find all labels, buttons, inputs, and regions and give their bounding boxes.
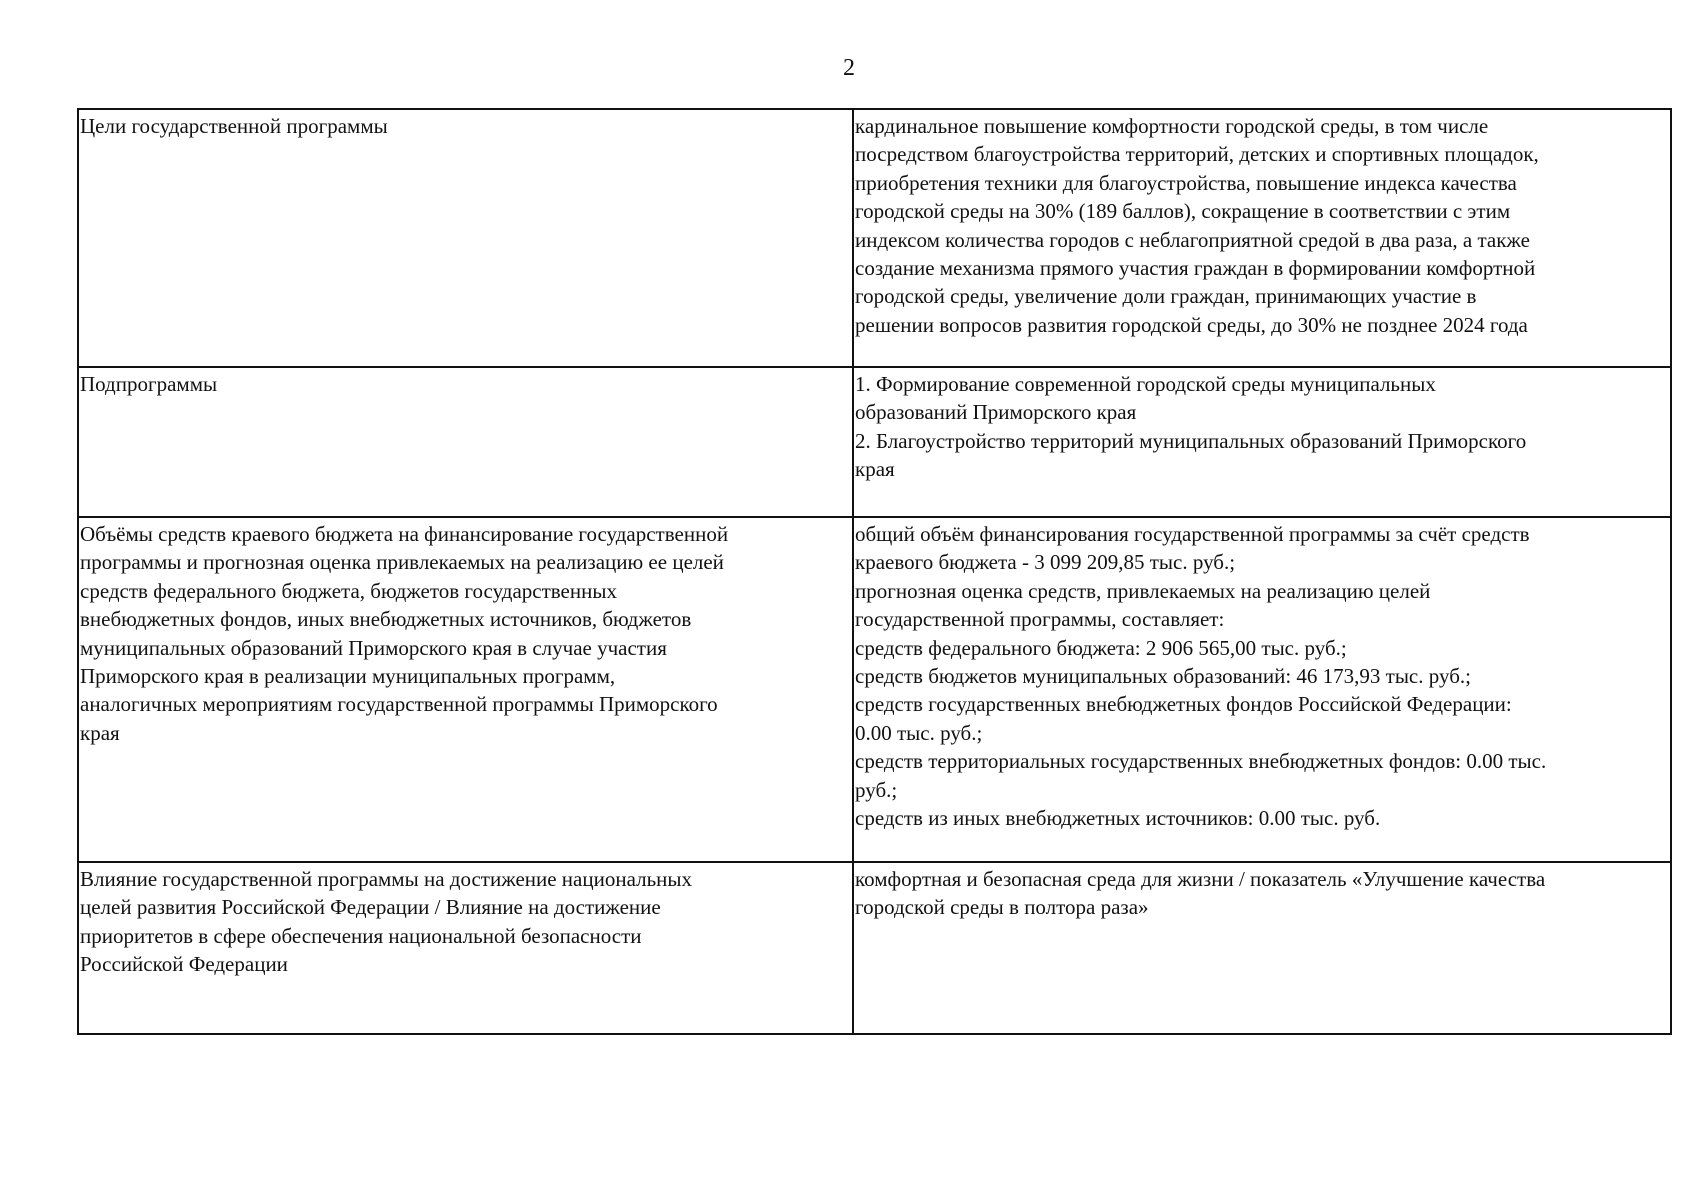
national-goals-label-line: целей развития Российской Федерации / Влияние на достижение	[80, 895, 661, 920]
subprograms-value-line: образований Приморского края	[855, 400, 1137, 425]
funding-label-line: средств федерального бюджета, бюджетов государственных	[80, 578, 617, 603]
table-row-funding	[78, 517, 1671, 862]
funding-label-line: аналогичных мероприятиям государственной программы Приморского	[80, 692, 718, 717]
funding-value-line: государственной программы, составляет:	[855, 607, 1225, 632]
national-goals-label-line: Влияние государственной программы на достижение национальных	[80, 867, 692, 891]
program-passport-table	[77, 108, 1672, 1035]
funding-value-line: руб.;	[855, 777, 898, 802]
subprograms-value-line: 1. Формирование современной городской среды муниципальных	[855, 372, 1436, 396]
funding-label-line: внебюджетных фондов, иных внебюджетных источников, бюджетов	[80, 607, 692, 632]
national-goals-label-cell	[78, 862, 853, 1034]
funding-value-line: общий объём финансирования государственной программы за счёт средств	[855, 522, 1530, 546]
funding-label-line: края	[80, 720, 120, 745]
funding-value-line: средств федерального бюджета: 2 906 565,00 тыс. руб.;	[855, 635, 1347, 660]
goals-value-line: посредством благоустройства территорий, детских и спортивных площадок,	[855, 142, 1539, 167]
goals-value-line: приобретения техники для благоустройства, повышение индекса качества	[855, 170, 1517, 195]
funding-value-line: прогнозная оценка средств, привлекаемых на реализацию целей	[855, 578, 1431, 603]
goals-value-line: индексом количества городов с неблагоприятной средой в два раза, а также	[855, 227, 1530, 252]
national-goals-value-line: комфортная и безопасная среда для жизни / показатель «Улучшение качества	[855, 867, 1546, 891]
subprograms-label-line: Подпрограммы	[80, 372, 218, 396]
funding-value-line: средств территориальных государственных внебюджетных фондов: 0.00 тыс.	[855, 749, 1547, 774]
funding-value-line: средств из иных внебюджетных источников: 0.00 тыс. руб.	[855, 806, 1381, 831]
goals-label-line: Цели государственной программы	[80, 114, 388, 138]
national-goals-label-line: Российской Федерации	[80, 952, 288, 977]
page-number: 2	[843, 55, 855, 81]
table-row-goals	[78, 109, 1671, 367]
funding-label-line: муниципальных образований Приморского края в случае участия	[80, 635, 667, 660]
national-goals-value-cell	[853, 862, 1671, 1034]
funding-label-line: Объёмы средств краевого бюджета на финансирование государственной	[80, 522, 729, 546]
subprograms-value-cell	[853, 367, 1671, 517]
goals-value-line: городской среды, увеличение доли граждан, принимающих участие в	[855, 284, 1477, 309]
funding-value-line: средств бюджетов муниципальных образований: 46 173,93 тыс. руб.;	[855, 664, 1471, 689]
funding-label-line: программы и прогнозная оценка привлекаемых на реализацию ее целей	[80, 550, 724, 575]
national-goals-value-line: городской среды в полтора раза»	[855, 895, 1149, 920]
funding-label-cell	[78, 517, 853, 862]
table-row-subprograms	[78, 367, 1671, 517]
table-row-national-goals	[78, 862, 1671, 1034]
goals-value-line: кардинальное повышение комфортности городской среды, в том числе	[855, 114, 1489, 138]
funding-value-line: краевого бюджета - 3 099 209,85 тыс. руб.;	[855, 550, 1236, 575]
goals-value-line: создание механизма прямого участия граждан в формировании комфортной	[855, 256, 1536, 281]
funding-label-line: Приморского края в реализации муниципальных программ,	[80, 664, 616, 689]
funding-value-line: 0.00 тыс. руб.;	[855, 720, 983, 745]
goals-label-cell	[78, 109, 853, 367]
goals-value-line: городской среды на 30% (189 баллов), сокращение в соответствии с этим	[855, 199, 1511, 224]
funding-value-line: средств государственных внебюджетных фондов Российской Федерации:	[855, 692, 1512, 717]
goals-value-cell	[853, 109, 1671, 367]
subprograms-value-line: края	[855, 457, 895, 482]
subprograms-label-cell	[78, 367, 853, 517]
national-goals-label-line: приоритетов в сфере обеспечения национальной безопасности	[80, 923, 642, 948]
funding-value-cell	[853, 517, 1671, 862]
goals-value-line: решении вопросов развития городской среды, до 30% не позднее 2024 года	[855, 312, 1528, 337]
subprograms-value-line: 2. Благоустройство территорий муниципальных образований Приморского	[855, 428, 1527, 453]
